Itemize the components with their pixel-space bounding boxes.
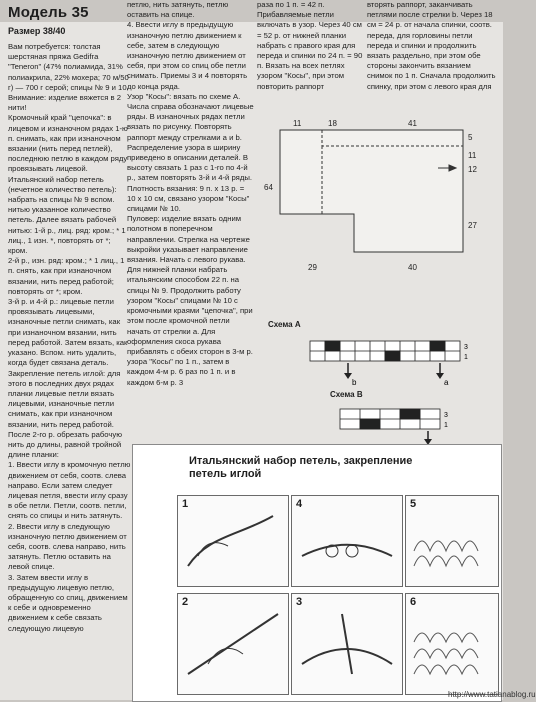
- pane-number: 3: [296, 596, 303, 608]
- dim-5-right: 5: [468, 133, 473, 142]
- schema-a-arrow-b: b: [352, 378, 357, 387]
- schema-a: [268, 320, 488, 396]
- schema-a-row-3: 3: [464, 344, 468, 351]
- pane-number: 1: [182, 498, 189, 510]
- illustration-pane-1: [177, 495, 289, 587]
- schema-b-row-1: 1: [444, 422, 448, 429]
- footer-site: http://www.tatianablog.ru: [448, 690, 536, 699]
- pane-4-drawing: [292, 496, 402, 586]
- schema-a-row-1: 1: [464, 354, 468, 361]
- dim-29-bottom: 29: [308, 263, 317, 272]
- pane-6-drawing: [406, 594, 498, 694]
- size-label: Размер 38/40: [8, 26, 66, 36]
- illustration-pane-5: [405, 495, 499, 587]
- dim-11-top: 11: [293, 119, 302, 128]
- illustration-box: [132, 444, 502, 702]
- pane-number: 2: [182, 596, 189, 608]
- dim-27-right: 27: [468, 221, 477, 230]
- pane-2-drawing: [178, 594, 288, 694]
- pane-1-drawing: [178, 496, 288, 586]
- schema-a-label: Схема A: [268, 320, 301, 329]
- illustration-pane-4: [291, 495, 403, 587]
- dim-40-bottom: 40: [408, 263, 417, 272]
- dim-11-right: 11: [468, 151, 477, 160]
- pane-number: 4: [296, 498, 303, 510]
- dim-18-top: 18: [328, 119, 337, 128]
- instructions-column-2: петлю, нить затянуть, петлю оставить на спице. 4. Ввести иглу в предыдущую изнаночную петлю движением к себе, затем в следующую изнаночную петлю движением от себя, при этом со спиц обе петли снимать. Приемы 3 и 4 повторять до конца ряда. Узор "Косы": вязать по схеме A. Числа справа обозначают лицевые ряды. В изнаночных рядах петли вязать по рисунку. Повторять раппорт между стрелками a и b. Распределение узора в ширину приведено в описании деталей. В высоту связать 1 раз с 1-го по 4-й р., затем повторять 3-й и 4-й ряды. Плотность вязания: 9 п. x 13 р. = 10 x 10 см, связано узором "Косы" спицами № 10. Пуловер: изделие вязать одним полотном в поперечном направлении. Стрелка на чертеже выкройки указывает направление вязания. Начать с левого рукава. Для нижней планки набрать итальянским способом 22 п. на спицы № 9. Продолжить работу узором "Косы" спицами № 10 с кромочными краями "цепочка", при этом после кромочной петли начать от стрелки a. Для оформления скоса рукава прибавлять с обеих сторон в 3-м р. узора "Косы" по 1 п., затем в каждом 4-м р. 6 раз по 1 п. и в каждом 6-м р. 3: [127, 0, 254, 387]
- dim-12-right: 12: [468, 165, 477, 174]
- pane-number: 6: [410, 596, 417, 608]
- dim-41-top: 41: [408, 119, 417, 128]
- illustration-pane-6: [405, 593, 499, 695]
- pane-number: 5: [410, 498, 417, 510]
- schema-a-grid: [268, 329, 488, 391]
- illustration-pane-2: [177, 593, 289, 695]
- illustration-title: Итальянский набор петель, закрепление петель иглой: [189, 455, 413, 480]
- instructions-column-1: Вам потребуется: толстая шерстяная пряжа Gedifra "Teneron" (47% полиамида, 31% полиакрила, 22% мохера; 70 м/50 г) — 700 г серой; спицы № 9 и 10. Внимание: изделие вяжется в 2 нити! Кромочный край "цепочка": в лицевом и изнаночном рядах 1-ю п. снимать, как при изнаночном вязании (нить перед петлей), последнюю петлю в каждом ряду провязывать лицевой. Итальянский набор петель (нечетное количество петель): набрать на спицы № 9 вспом. нитью указанное количество петель. Далее вязать рабочей нитью: 1-й р., лиц. ряд: кром.; * 1 лиц., 1 изн. *, повторять от *; кром. 2-й р., изн. ряд: кром.; * 1 лиц., 1 п. снять, как при изнаночном вязании, нить перед работой; повторять от *; кром. 3-й р. и 4-й р.: лицевые петли провязывать лицевыми, изнаночные петли снимать, как при изнаночном вязании, нить перед работой. Затем вязать, как указано. Вспом. нить удалить, когда будет связана деталь. Закрепление петель иглой: для этого в последних двух рядах планки лицевые петли вязать лицевыми, изнаночные петли снимать, как при изнаночном вязании, нить перед работой. После 2-го р. обрезать рабочую нить до длины, равной тройной длине планки: 1. Ввести иглу в кромочную петлю движением от себя, соотв. слева направо. Если затем следует лицевая петля, ввести иглу сразу в обе петли. Петли, соотв. петли, снять со спицы и нить затянуть. 2. Ввести иглу в следующую изнаночную петлю движением от себя, соотв. слева направо, нить затянуть. Петлю оставить на левой спице. 3. Затем ввести иглу в предыдущую лицевую петлю, обращенную со спиц, движением к себе и одновременно движением к себе связать следующую лицевую: [8, 42, 131, 633]
- instructions-column-4: вторять раппорт, заканчивать петлями после стрелки b. Через 18 см = 24 р. от начала спинки, соотв. переда, для горловины петли переда и спинки и продолжить вязать раздельно, при этом обе стороны закончить вязанием снимок по 1 п. Сначала продолжить спинку, при этом с левого края для: [367, 0, 496, 91]
- pane-5-drawing: [406, 496, 498, 586]
- schema-b-label: Схема B: [330, 390, 363, 399]
- schema-a-arrow-a: a: [444, 378, 449, 387]
- dim-64-left: 64: [264, 183, 273, 192]
- pane-3-drawing: [292, 594, 402, 694]
- schema-b-row-3: 3: [444, 412, 448, 419]
- page-title: Модель 35: [8, 4, 89, 21]
- instructions-column-3: раза по 1 п. = 42 п. Прибавляемые петли включать в узор. Через 40 см = 52 р. от нижней планки набрать с правого края для переда и спинки по 24 п. = 90 п. Вязать на всех петлях узором "Косы", при этом повторить раппорт: [257, 0, 363, 91]
- illustration-pane-3: [291, 593, 403, 695]
- pattern-diagram: [258, 110, 496, 320]
